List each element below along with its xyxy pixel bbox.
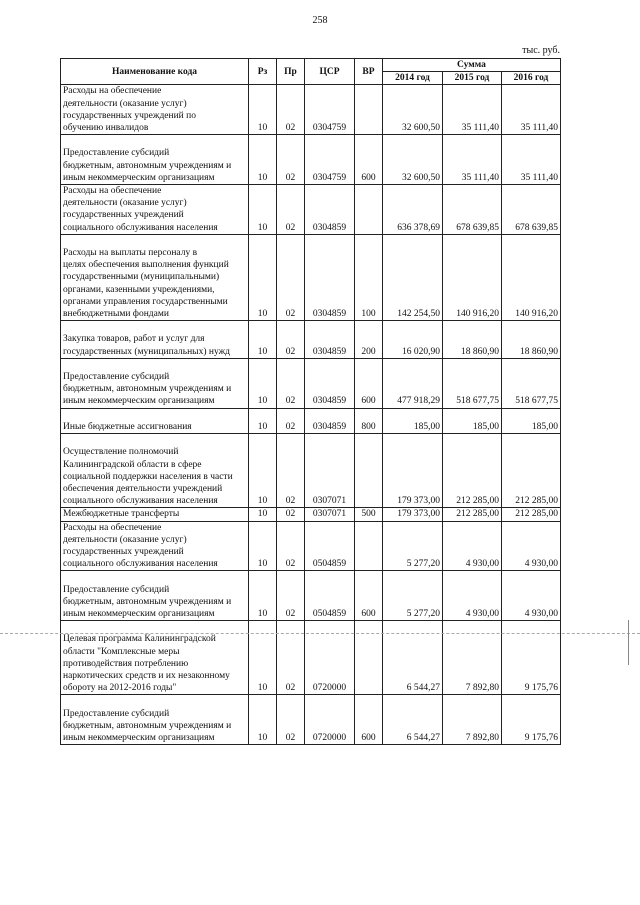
table-row <box>61 521 561 571</box>
row-vr: 800 <box>355 408 383 433</box>
row-2014: 179 373,00 <box>383 434 443 508</box>
row-vr: 600 <box>355 571 383 621</box>
header-2015: 2015 год <box>443 72 502 85</box>
row-name: Предоставление субсидий бюджетным, автономным учреждениям и иным некоммерческим организациям <box>61 571 249 621</box>
row-2014: 16 020,90 <box>383 321 443 359</box>
row-rz: 10 <box>249 358 277 408</box>
row-pr: 02 <box>277 185 305 235</box>
row-vr: 600 <box>355 695 383 745</box>
row-pr: 02 <box>277 321 305 359</box>
row-name: Осуществление полномочий Калининградской области в сфере социальной поддержки населения в части обеспечения деятельности учреждений социального обслуживания населения <box>61 434 249 508</box>
row-2014: 142 254,50 <box>383 234 443 320</box>
row-2016: 212 285,00 <box>502 434 561 508</box>
row-csr: 0304759 <box>305 85 355 135</box>
scan-fold-line <box>0 633 640 634</box>
row-vr <box>355 621 383 695</box>
row-2014: 636 378,69 <box>383 185 443 235</box>
table-row <box>61 408 561 433</box>
row-2015: 7 892,80 <box>443 621 502 695</box>
table-row <box>61 135 561 185</box>
row-rz: 10 <box>249 234 277 320</box>
row-name: Иные бюджетные ассигнования <box>61 408 249 433</box>
row-pr: 02 <box>277 434 305 508</box>
row-2015: 4 930,00 <box>443 571 502 621</box>
row-pr: 02 <box>277 135 305 185</box>
row-2015: 185,00 <box>443 408 502 433</box>
row-pr: 02 <box>277 358 305 408</box>
row-name: Расходы на обеспечение деятельности (оказание услуг) государственных учреждений по обучению инвалидов <box>61 85 249 135</box>
row-rz: 10 <box>249 434 277 508</box>
row-2016: 518 677,75 <box>502 358 561 408</box>
row-csr: 0304859 <box>305 358 355 408</box>
row-2016: 140 916,20 <box>502 234 561 320</box>
row-2015: 212 285,00 <box>443 434 502 508</box>
row-2015: 212 285,00 <box>443 508 502 521</box>
header-name: Наименование кода <box>61 59 249 85</box>
table-row <box>61 358 561 408</box>
row-vr <box>355 434 383 508</box>
row-csr: 0307071 <box>305 508 355 521</box>
row-2016: 212 285,00 <box>502 508 561 521</box>
row-2016: 18 860,90 <box>502 321 561 359</box>
header-sum: Сумма <box>383 59 561 72</box>
row-rz: 10 <box>249 521 277 571</box>
row-pr: 02 <box>277 508 305 521</box>
row-csr: 0304859 <box>305 185 355 235</box>
table-row <box>61 621 561 695</box>
row-2015: 678 639,85 <box>443 185 502 235</box>
row-2016: 185,00 <box>502 408 561 433</box>
table-row <box>61 571 561 621</box>
row-2016: 9 175,76 <box>502 695 561 745</box>
table-row <box>61 85 561 135</box>
row-vr: 600 <box>355 358 383 408</box>
row-2014: 6 544,27 <box>383 621 443 695</box>
row-csr: 0504859 <box>305 521 355 571</box>
row-rz: 10 <box>249 508 277 521</box>
row-vr: 200 <box>355 321 383 359</box>
row-pr: 02 <box>277 621 305 695</box>
row-pr: 02 <box>277 234 305 320</box>
table-row <box>61 434 561 508</box>
row-pr: 02 <box>277 85 305 135</box>
table-row <box>61 234 561 320</box>
row-pr: 02 <box>277 521 305 571</box>
row-2015: 4 930,00 <box>443 521 502 571</box>
row-2014: 5 277,20 <box>383 521 443 571</box>
row-csr: 0720000 <box>305 621 355 695</box>
row-rz: 10 <box>249 135 277 185</box>
scan-edge-mark <box>628 620 629 665</box>
row-name: Предоставление субсидий бюджетным, автономным учреждениям и иным некоммерческим организациям <box>61 695 249 745</box>
row-rz: 10 <box>249 571 277 621</box>
row-2014: 5 277,20 <box>383 571 443 621</box>
row-csr: 0720000 <box>305 695 355 745</box>
row-name: Расходы на выплаты персоналу в целях обеспечения выполнения функций государственными (муниципальными) органами, казенными учреждениями, органами управления государственными внебюджетными фондами <box>61 234 249 320</box>
row-name: Межбюджетные трансферты <box>61 508 249 521</box>
row-2014: 477 918,29 <box>383 358 443 408</box>
row-name: Целевая программа Калининградской области "Комплексные меры противодействия потреблению наркотических средств и их незаконному обороту на 2012-2016 годы" <box>61 621 249 695</box>
units-label: тыс. руб. <box>522 45 560 56</box>
row-2014: 32 600,50 <box>383 85 443 135</box>
row-pr: 02 <box>277 571 305 621</box>
row-rz: 10 <box>249 185 277 235</box>
row-csr: 0307071 <box>305 434 355 508</box>
page-number: 258 <box>312 15 328 26</box>
row-vr <box>355 185 383 235</box>
row-2014: 32 600,50 <box>383 135 443 185</box>
row-pr: 02 <box>277 695 305 745</box>
row-vr: 600 <box>355 135 383 185</box>
row-name: Расходы на обеспечение деятельности (оказание услуг) государственных учреждений социального обслуживания населения <box>61 521 249 571</box>
header-2016: 2016 год <box>502 72 561 85</box>
table-row <box>61 321 561 359</box>
row-2014: 185,00 <box>383 408 443 433</box>
row-csr: 0504859 <box>305 571 355 621</box>
row-2015: 518 677,75 <box>443 358 502 408</box>
row-vr <box>355 85 383 135</box>
row-rz: 10 <box>249 321 277 359</box>
table-body <box>61 85 561 745</box>
budget-table-container <box>60 58 560 745</box>
table-row <box>61 695 561 745</box>
header-rz: Рз <box>249 59 277 85</box>
row-2015: 18 860,90 <box>443 321 502 359</box>
row-csr: 0304759 <box>305 135 355 185</box>
row-2016: 678 639,85 <box>502 185 561 235</box>
header-vr: ВР <box>355 59 383 85</box>
row-pr: 02 <box>277 408 305 433</box>
row-csr: 0304859 <box>305 408 355 433</box>
header-pr: Пр <box>277 59 305 85</box>
row-2016: 4 930,00 <box>502 571 561 621</box>
budget-table <box>60 58 561 745</box>
header-2014: 2014 год <box>383 72 443 85</box>
table-row <box>61 508 561 521</box>
row-name: Предоставление субсидий бюджетным, автономным учреждениям и иным некоммерческим организациям <box>61 358 249 408</box>
row-2015: 35 111,40 <box>443 85 502 135</box>
row-2016: 35 111,40 <box>502 85 561 135</box>
header-csr: ЦСР <box>305 59 355 85</box>
row-vr: 100 <box>355 234 383 320</box>
row-2014: 6 544,27 <box>383 695 443 745</box>
row-rz: 10 <box>249 695 277 745</box>
row-2015: 140 916,20 <box>443 234 502 320</box>
row-name: Расходы на обеспечение деятельности (оказание услуг) государственных учреждений социального обслуживания населения <box>61 185 249 235</box>
row-vr: 500 <box>355 508 383 521</box>
row-rz: 10 <box>249 408 277 433</box>
row-csr: 0304859 <box>305 234 355 320</box>
table-row <box>61 185 561 235</box>
row-csr: 0304859 <box>305 321 355 359</box>
row-2015: 35 111,40 <box>443 135 502 185</box>
row-2016: 4 930,00 <box>502 521 561 571</box>
row-name: Закупка товаров, работ и услуг для государственных (муниципальных) нужд <box>61 321 249 359</box>
row-2016: 9 175,76 <box>502 621 561 695</box>
row-rz: 10 <box>249 85 277 135</box>
row-2015: 7 892,80 <box>443 695 502 745</box>
row-2016: 35 111,40 <box>502 135 561 185</box>
row-vr <box>355 521 383 571</box>
row-name: Предоставление субсидий бюджетным, автономным учреждениям и иным некоммерческим организациям <box>61 135 249 185</box>
row-2014: 179 373,00 <box>383 508 443 521</box>
row-rz: 10 <box>249 621 277 695</box>
